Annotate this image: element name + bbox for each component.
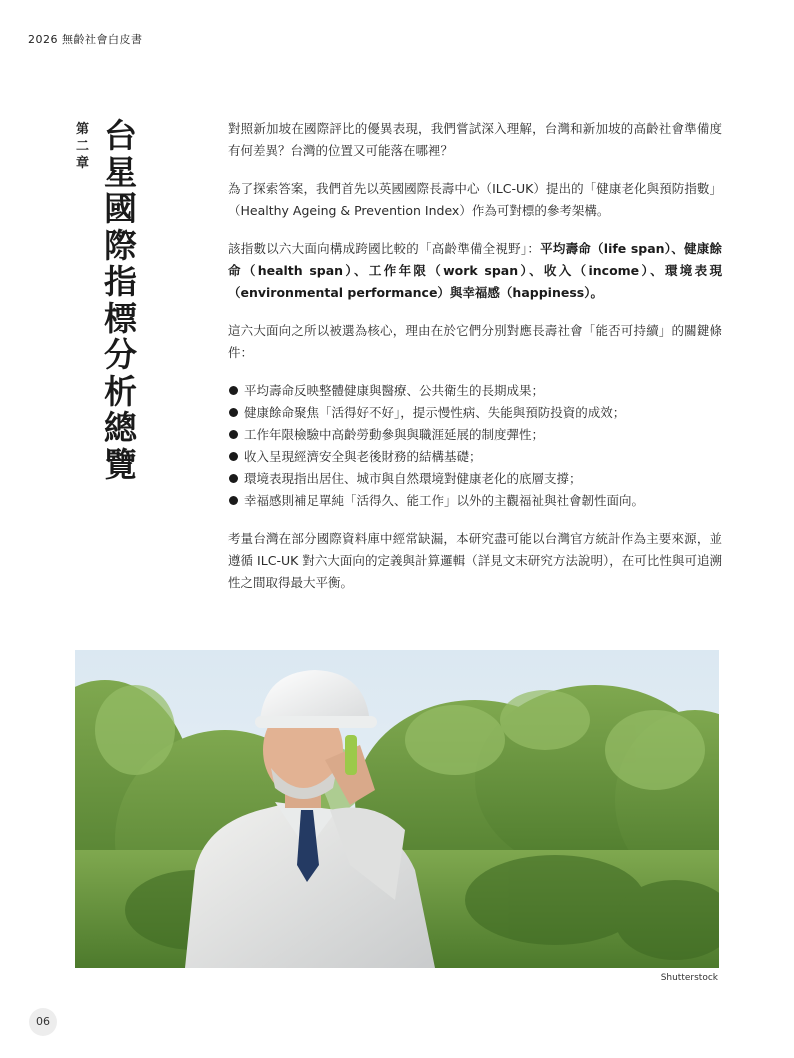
dimension-bullet-list [228,380,722,512]
paragraph-rationale: 這六大面向之所以被選為核心，理由在於它們分別對應長壽社會「能否可持續」的關鍵條件： [228,323,722,360]
chapter-title: 台星國際指標分析總覽 [104,116,137,484]
chapter-label: 第二章 [76,122,90,171]
bullet-icon [229,408,238,417]
list-item [228,380,722,402]
bullet-icon [229,474,238,483]
list-item [228,468,722,490]
list-item [228,446,722,468]
bullet-text: 平均壽命反映整體健康與醫療、公共衛生的長期成果； [244,383,545,398]
bullet-text: 收入呈現經濟安全與老後財務的結構基礎； [244,449,482,464]
dimensions-lead: 該指數以六大面向構成跨國比較的「高齡準備全視野」： [228,241,541,256]
bullet-icon [229,430,238,439]
list-item [228,490,722,512]
paragraph-dimensions [228,238,722,304]
paragraph-intro: 對照新加坡在國際評比的優異表現，我們嘗試深入理解，台灣和新加坡的高齡社會準備度有何差異？台灣的位置又可能落在哪裡？ [228,121,722,158]
dimensions-list: 平均壽命（life span）、健康餘命（health span）、工作年限（work span）、收入（income）、環境表現（environmental performance）與幸福感（happiness）。 [228,241,722,300]
worker-photo [75,650,719,968]
bullet-text: 環境表現指出居住、城市與自然環境對健康老化的底層支撐； [244,471,582,486]
list-item [228,402,722,424]
running-header: 2026 無齡社會白皮書 [28,33,143,46]
chapter-heading [70,118,150,518]
bullet-icon [229,452,238,461]
page-number: 06 [29,1008,57,1036]
bullet-text: 工作年限檢驗中高齡勞動參與與職涯延展的制度彈性； [244,427,545,442]
paragraph-framework: 為了探索答案，我們首先以英國國際長壽中心（ILC-UK）提出的「健康老化與預防指數」（Healthy Ageing & Prevention Index）作為可對標的參考架構。 [228,181,722,218]
bullet-text: 幸福感則補足單純「活得久、能工作」以外的主觀福祉與社會韌性面向。 [244,493,645,508]
article-body [228,118,722,610]
photo-credit: Shutterstock [660,973,718,983]
bullet-icon [229,386,238,395]
bullet-text: 健康餘命聚焦「活得好不好」，提示慢性病、失能與預防投資的成效； [244,405,626,420]
bullet-icon [229,496,238,505]
photo-illustration [75,650,719,968]
paragraph-methodology: 考量台灣在部分國際資料庫中經常缺漏，本研究盡可能以台灣官方統計作為主要來源，並遵循 ILC-UK 對六大面向的定義與計算邏輯（詳見文末研究方法說明），在可比性與可追溯性之間取得最大平衡。 [228,531,722,590]
list-item [228,424,722,446]
